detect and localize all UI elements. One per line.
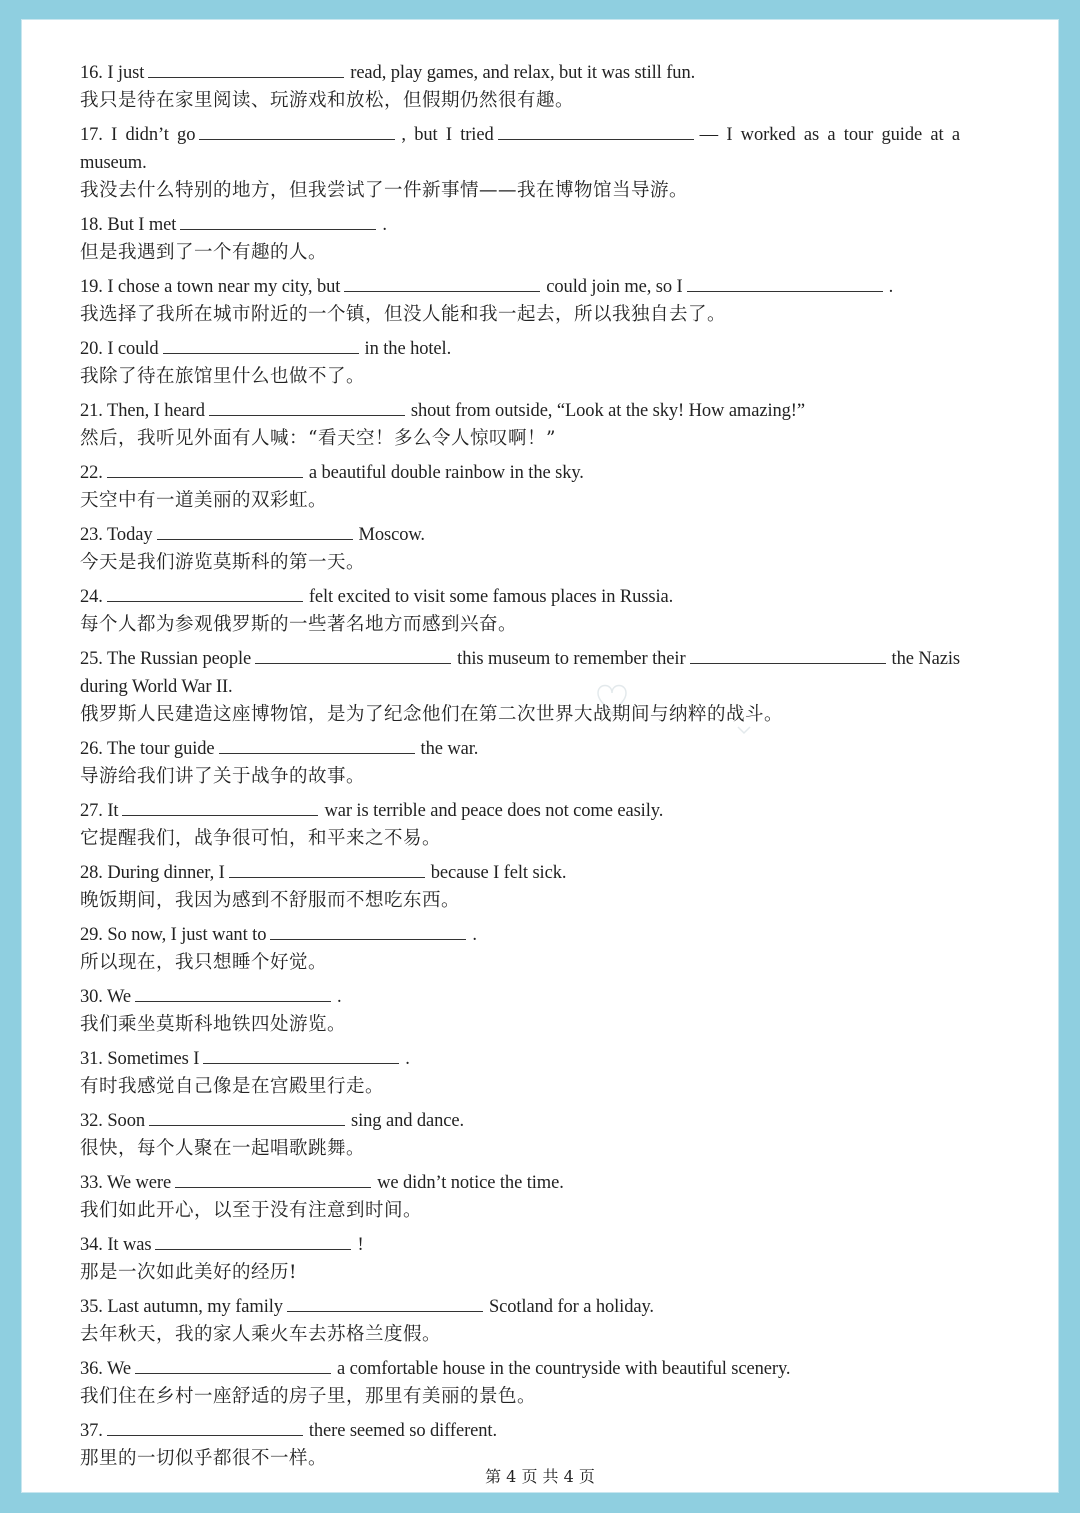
question-text: 20. I could [80,339,159,359]
question-item [80,1044,960,1101]
question-english [80,520,960,549]
answer-blank[interactable] [498,120,694,140]
question-item [80,796,960,853]
question-item [80,458,960,515]
answer-blank[interactable] [155,1230,351,1250]
question-text: 34. It was [80,1235,152,1255]
question-translation: 晚饭期间，我因为感到不舒服而不想吃东西。 [80,890,461,911]
answer-blank[interactable] [163,334,359,354]
question-item [80,1106,960,1163]
question-english [80,396,960,425]
question-english [80,1416,960,1445]
question-text: 32. Soon [80,1111,145,1131]
answer-blank[interactable] [687,272,883,292]
question-text: there seemed so different. [308,1421,497,1441]
question-text: war is terrible and peace does not come easily. [324,801,664,821]
question-translation: 但是我遇到了一个有趣的人。 [80,242,328,263]
question-english [80,210,960,239]
question-text: 23. Today [80,525,153,545]
question-text: . [888,277,894,297]
question-text: in the hotel. [364,339,452,359]
question-text: 24. [80,587,103,607]
question-english [80,1044,960,1073]
question-text: Moscow. [358,525,425,545]
question-item [80,1168,960,1225]
question-translation: 所以现在，我只想睡个好觉。 [80,952,328,973]
question-english [80,796,960,825]
question-english [80,1230,960,1259]
question-text: 28. During dinner, I [80,863,225,883]
question-translation: 我只是待在家里阅读、玩游戏和放松，但假期仍然很有趣。 [80,90,575,111]
question-text: . [382,215,387,235]
answer-blank[interactable] [157,520,353,540]
question-translation: 我没去什么特别的地方，但我尝试了一件新事情——我在博物馆当导游。 [80,180,689,201]
question-item [80,120,960,205]
question-item [80,734,960,791]
question-translation: 导游给我们讲了关于战争的故事。 [80,766,366,787]
answer-blank[interactable] [219,734,415,754]
question-text: , but I tried [401,125,494,145]
question-text: 21. Then, I heard [80,401,205,421]
page-footer: 第 4 页 共 4 页 [485,1467,595,1486]
question-text: a beautiful double rainbow in the sky. [308,463,584,483]
question-english [80,858,960,887]
question-english [80,120,960,177]
question-translation: 我们乘坐莫斯科地铁四处游览。 [80,1014,347,1035]
question-text: we didn’t notice the time. [377,1173,564,1193]
question-english [80,1292,960,1321]
question-text: the Nazis during World War II. [80,649,960,697]
question-item [80,644,960,729]
question-text: 19. I chose a town near my city, but [80,277,341,297]
question-english [80,582,960,611]
answer-blank[interactable] [107,1416,303,1436]
answer-blank[interactable] [135,1354,331,1374]
question-text: this museum to remember their [457,649,686,669]
question-item [80,1230,960,1287]
question-translation: 有时我感觉自己像是在宫殿里行走。 [80,1076,385,1097]
question-translation: 那里的一切似乎都很不一样。 [80,1448,328,1469]
question-text: 33. We were [80,1173,172,1193]
question-item [80,334,960,391]
answer-blank[interactable] [344,272,540,292]
question-text: ! [357,1235,364,1255]
question-text: 36. We [80,1359,132,1379]
question-text: shout from outside, “Look at the sky! How amazing!” [410,401,805,421]
question-translation: 天空中有一道美丽的双彩虹。 [80,490,328,511]
question-item [80,272,960,329]
question-item [80,58,960,115]
question-translation: 今天是我们游览莫斯科的第一天。 [80,552,366,573]
question-english [80,58,960,87]
question-text: sing and dance. [351,1111,465,1131]
question-translation: 然后，我听见外面有人喊：“看天空！多么令人惊叹啊！” [80,428,556,449]
question-item [80,396,960,453]
question-text: 17. I didn’t go [80,125,196,145]
question-text: 27. It [80,801,119,821]
question-text: 26. The tour guide [80,739,215,759]
question-text: — I worked as a tour guide at a museum. [80,125,960,173]
question-text: . [472,925,477,945]
question-translation: 它提醒我们，战争很可怕，和平来之不易。 [80,828,442,849]
question-text: 35. Last autumn, my family [80,1297,283,1317]
question-text: a comfortable house in the countryside with beautiful scenery. [337,1359,791,1379]
answer-blank[interactable] [203,1044,399,1064]
question-text: 31. Sometimes I [80,1049,200,1069]
question-translation: 去年秋天，我的家人乘火车去苏格兰度假。 [80,1324,442,1345]
answer-blank[interactable] [122,796,318,816]
question-text: 22. [80,463,103,483]
answer-blank[interactable] [287,1292,483,1312]
question-text: 29. So now, I just want to [80,925,267,945]
question-text: . [337,987,342,1007]
question-translation: 那是一次如此美好的经历! [80,1262,297,1283]
answer-blank[interactable] [199,120,395,140]
question-text: could join me, so I [546,277,683,297]
answer-blank[interactable] [270,920,466,940]
question-english [80,734,960,763]
answer-blank[interactable] [209,396,405,416]
question-english [80,458,960,487]
question-item [80,1354,960,1411]
question-item [80,982,960,1039]
question-translation: 我选择了我所在城市附近的一个镇，但没人能和我一起去，所以我独自去了。 [80,304,727,325]
question-translation: 我们住在乡村一座舒适的房子里，那里有美丽的景色。 [80,1386,537,1407]
question-translation: 每个人都为参观俄罗斯的一些著名地方而感到兴奋。 [80,614,518,635]
question-item [80,210,960,267]
answer-blank[interactable] [107,582,303,602]
question-item [80,520,960,577]
answer-blank[interactable] [690,644,886,664]
question-translation: 很快，每个人聚在一起唱歌跳舞。 [80,1138,366,1159]
question-item [80,858,960,915]
question-text: because I felt sick. [430,863,567,883]
question-list [80,58,960,1478]
question-text: 30. We [80,987,132,1007]
question-item [80,1292,960,1349]
question-translation: 我除了待在旅馆里什么也做不了。 [80,366,366,387]
question-english [80,982,960,1011]
question-text: Scotland for a holiday. [488,1297,654,1317]
answer-blank[interactable] [149,1106,345,1126]
question-text: read, play games, and relax, but it was still fun. [350,63,696,83]
question-english [80,1354,960,1383]
question-item [80,582,960,639]
answer-blank[interactable] [229,858,425,878]
question-text: . [405,1049,410,1069]
question-english [80,920,960,949]
question-english [80,334,960,363]
question-english [80,1106,960,1135]
question-translation: 俄罗斯人民建造这座博物馆，是为了纪念他们在第二次世界大战期间与纳粹的战斗。 [80,704,784,725]
answer-blank[interactable] [175,1168,371,1188]
question-english [80,1168,960,1197]
answer-blank[interactable] [148,58,344,78]
question-item [80,920,960,977]
question-text: 18. But I met [80,215,177,235]
answer-blank[interactable] [255,644,451,664]
question-text: 16. I just [80,63,145,83]
answer-blank[interactable] [180,210,376,230]
question-text: felt excited to visit some famous places in Russia. [308,587,674,607]
question-text: 25. The Russian people [80,649,252,669]
answer-blank[interactable] [107,458,303,478]
question-text: the war. [420,739,479,759]
question-english [80,272,960,301]
question-translation: 我们如此开心，以至于没有注意到时间。 [80,1200,423,1221]
question-text: 37. [80,1421,103,1441]
answer-blank[interactable] [135,982,331,1002]
question-english [80,644,960,701]
